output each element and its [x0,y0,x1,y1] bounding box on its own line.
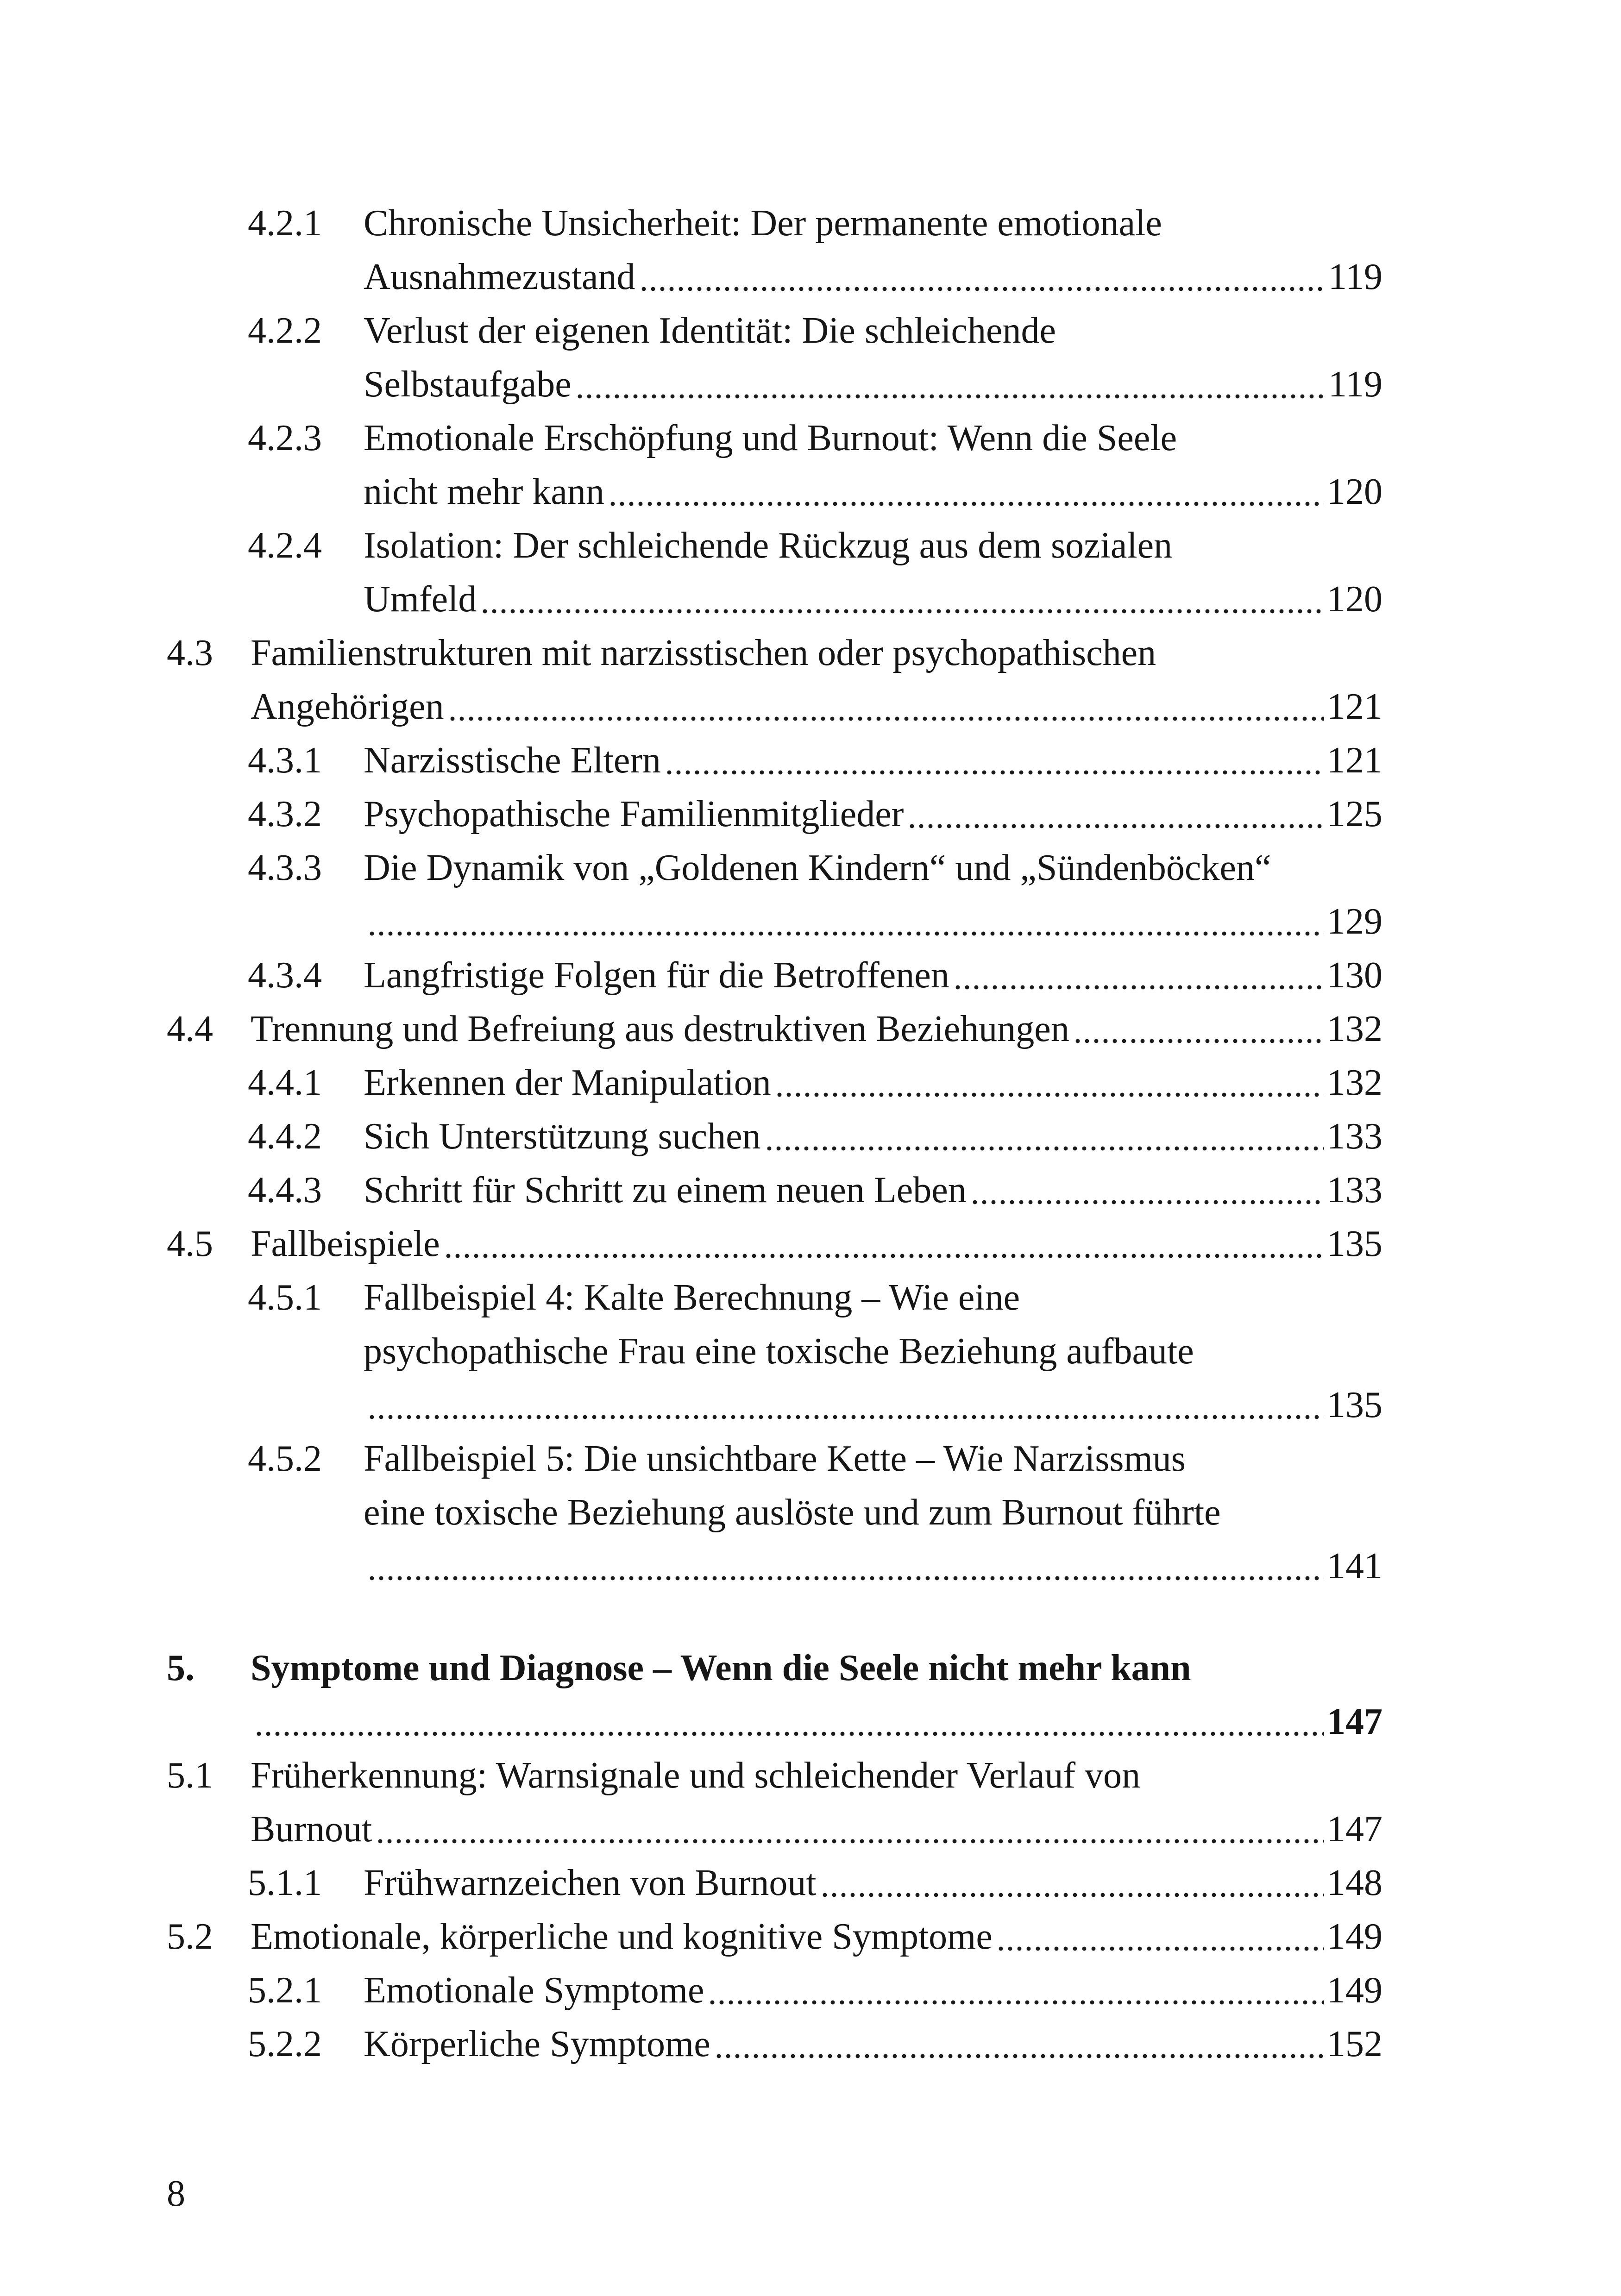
toc-entry-number: 4.5.2 [248,1438,322,1479]
toc-line-text: Fallbeispiel 4: Kalte Berechnung – Wie eine [364,1277,1020,1318]
toc-line [364,2017,1382,2071]
toc-entry-body [364,411,1382,519]
toc-page-number: 129 [1327,901,1382,942]
toc-entry-number: 4.4.3 [248,1170,322,1211]
toc-entry-number: 5.1.1 [248,1863,322,1903]
toc-line [364,1856,1382,1910]
toc-page-number: 121 [1327,740,1382,781]
toc-line-text: Angehörigen [251,686,444,727]
toc-page-number: 132 [1327,1062,1382,1103]
toc-entry [248,1432,1382,1593]
toc-entry-body [364,1271,1382,1432]
toc-page-number: 120 [1327,471,1382,512]
toc-page-number: 133 [1327,1116,1382,1157]
toc-entry-body [364,1856,1382,1910]
dot-leader [996,1910,1324,1964]
toc-line [364,196,1382,250]
toc-entry-number: 5.2.1 [248,1970,322,2011]
toc-line-text: Selbstaufgabe [364,364,572,405]
toc-entry-number: 4.3.4 [248,955,322,996]
toc-line [251,1217,1382,1271]
toc-entry-number: 4.3.1 [248,740,322,781]
toc-line-text: Schritt für Schritt zu einem neuen Leben [364,1170,967,1211]
toc-entry [248,1163,1382,1217]
toc-entry-body [364,2017,1382,2071]
toc-line [251,1695,1382,1749]
toc-entry-number: 5.2 [167,1916,213,1957]
toc-entry [248,519,1382,626]
toc-entry-body [364,948,1382,1002]
toc-line-text: Emotionale Erschöpfung und Burnout: Wenn die Seele [364,418,1177,458]
toc-page-number: 149 [1327,1916,1382,1957]
toc-line-text: Umfeld [364,579,477,620]
toc-line [364,250,1382,304]
toc-entry-body [364,1110,1382,1163]
toc-entry-body [251,1641,1382,1749]
dot-leader [907,787,1324,841]
dot-leader [775,1056,1324,1110]
toc-page-number: 119 [1328,257,1382,297]
toc-line-text: Körperliche Symptome [364,2024,710,2064]
toc-line [364,948,1382,1002]
dot-leader [708,1964,1324,2017]
toc-entry-body [364,1056,1382,1110]
dot-leader [714,2017,1324,2071]
toc-entry [248,1964,1382,2017]
toc-line-text: Erkennen der Manipulation [364,1062,771,1103]
toc-line-text: Verlust der eigenen Identität: Die schleichende [364,310,1056,351]
toc-entry [248,841,1382,948]
toc-line-text: Langfristige Folgen für die Betroffenen [364,955,949,996]
dot-leader [575,358,1326,411]
dot-leader [367,1539,1324,1593]
toc-entry-number: 4.3 [167,633,213,673]
toc-line-text: Frühwarnzeichen von Burnout [364,1863,817,1903]
toc-line [364,787,1382,841]
dot-leader [639,250,1326,304]
toc-line-text: Psychopathische Familienmitglieder [364,794,904,834]
toc-line-text: Früherkennung: Warnsignale und schleichender Verlauf von [251,1755,1141,1796]
toc-page-number: 132 [1327,1009,1382,1049]
toc-line [364,1110,1382,1163]
toc-entry [167,1641,1382,1749]
toc-line [364,1432,1382,1486]
toc-line [364,895,1382,948]
toc-line-text: Burnout [251,1809,372,1850]
toc-line-text: eine toxische Beziehung auslöste und zum Burnout führte [364,1492,1221,1533]
dot-leader [448,680,1324,734]
toc-line [364,1163,1382,1217]
toc-page-number: 133 [1327,1170,1382,1211]
toc-entry-body [364,787,1382,841]
dot-leader [820,1856,1324,1910]
toc-entry-number: 4.2.4 [248,525,322,566]
toc-entry-number: 4.4.2 [248,1116,322,1157]
toc-entry-body [364,304,1382,411]
toc-line-text: Chronische Unsicherheit: Der permanente emotionale [364,203,1162,244]
toc-page-number: 119 [1328,364,1382,405]
toc-page-number: 135 [1327,1385,1382,1425]
toc-line [364,1056,1382,1110]
toc-entry [248,304,1382,411]
toc-line-text: Sich Unterstützung suchen [364,1116,761,1157]
toc-entry-number: 4.5 [167,1223,213,1264]
toc-entry-number: 4.3.3 [248,847,322,888]
toc-line [364,519,1382,572]
toc-entry-body [251,1910,1382,1964]
toc-line-text: Symptome und Diagnose – Wenn die Seele nicht mehr kann [251,1648,1191,1688]
toc-entry [248,1271,1382,1432]
toc-line [251,626,1382,680]
toc-entry-body [251,1749,1382,1856]
toc-entry [248,1110,1382,1163]
toc-page-number: 135 [1327,1223,1382,1264]
toc-line [364,841,1382,895]
toc-entry [167,1749,1382,1856]
toc-entry-number: 5.2.2 [248,2024,322,2064]
dot-leader [765,1110,1324,1163]
toc-line [364,572,1382,626]
toc-entry [248,411,1382,519]
dot-leader [480,572,1324,626]
toc-line [364,411,1382,465]
toc-page-number: 147 [1327,1701,1382,1742]
dot-leader [444,1217,1324,1271]
toc-line [364,1964,1382,2017]
toc-page-number: 120 [1327,579,1382,620]
dot-leader [665,734,1324,787]
toc-line-text: Narzisstische Eltern [364,740,661,781]
toc-line [364,1486,1382,1539]
toc-entry-body [364,1964,1382,2017]
toc-entry [248,948,1382,1002]
dot-leader [970,1163,1324,1217]
toc-line [364,465,1382,519]
toc-page-number: 121 [1327,686,1382,727]
toc-page-number: 147 [1327,1809,1382,1850]
dot-leader [254,1695,1324,1749]
toc-entry [248,196,1382,304]
toc-line [364,304,1382,358]
toc-list [167,196,1382,2071]
toc-line [364,734,1382,787]
toc-line-text: Die Dynamik von „Goldenen Kindern“ und „Sündenböcken“ [364,847,1271,888]
toc-entry [248,787,1382,841]
toc-entry-body [364,1432,1382,1593]
toc-entry-body [364,196,1382,304]
toc-line-text: Trennung und Befreiung aus destruktiven Beziehungen [251,1009,1069,1049]
toc-line-text: Fallbeispiele [251,1223,440,1264]
toc-page-number: 149 [1327,1970,1382,2011]
toc-line [251,1749,1382,1802]
toc-line-text: Ausnahmezustand [364,257,635,297]
toc-entry-number: 4.5.1 [248,1277,322,1318]
toc-entry [167,1910,1382,1964]
toc-entry-body [364,1163,1382,1217]
toc-entry [248,1856,1382,1910]
toc-page-number: 125 [1327,794,1382,834]
toc-page-number: 152 [1327,2024,1382,2064]
toc-entry [248,1056,1382,1110]
toc-entry-number: 4.3.2 [248,794,322,834]
toc-entry-body [364,841,1382,948]
toc-line-text: Familienstrukturen mit narzisstischen oder psychopathischen [251,633,1156,673]
toc-line [364,358,1382,411]
dot-leader [367,1378,1324,1432]
toc-line-text: Isolation: Der schleichende Rückzug aus dem sozialen [364,525,1173,566]
toc-line-text: nicht mehr kann [364,471,604,512]
toc-entry-body [251,1217,1382,1271]
toc-entry-body [364,734,1382,787]
toc-entry-body [251,1002,1382,1056]
toc-entry-body [251,626,1382,734]
toc-entry-number: 4.2.1 [248,203,322,244]
toc-entry-number: 4.2.3 [248,418,322,458]
toc-line-text: Emotionale, körperliche und kognitive Symptome [251,1916,993,1957]
toc-line [364,1539,1382,1593]
toc-line [251,1910,1382,1964]
toc-entry [248,734,1382,787]
page-number-footer: 8 [167,2173,185,2214]
toc-line-text: Emotionale Symptome [364,1970,704,2011]
toc-entry [167,1002,1382,1056]
toc-line [364,1378,1382,1432]
toc-entry-number: 4.2.2 [248,310,322,351]
toc-entry-number: 4.4.1 [248,1062,322,1103]
dot-leader [953,948,1324,1002]
dot-leader [608,465,1324,519]
toc-entry-number: 5. [167,1648,195,1688]
toc-entry [167,626,1382,734]
toc-line [364,1324,1382,1378]
toc-entry-body [364,519,1382,626]
dot-leader [367,895,1324,948]
toc-entry [167,1217,1382,1271]
toc-page-number: 130 [1327,955,1382,996]
toc-entry [248,2017,1382,2071]
toc-line [364,1271,1382,1324]
toc-page-number: 141 [1327,1546,1382,1587]
toc-line [251,1002,1382,1056]
toc-line-text: Fallbeispiel 5: Die unsichtbare Kette – Wie Narzissmus [364,1438,1186,1479]
toc-line [251,1641,1382,1695]
toc-page-number: 148 [1327,1863,1382,1903]
toc-entry-number: 5.1 [167,1755,213,1796]
dot-leader [1073,1002,1324,1056]
toc-line-text: psychopathische Frau eine toxische Beziehung aufbaute [364,1331,1194,1372]
dot-leader [376,1802,1324,1856]
toc-entry-number: 4.4 [167,1009,213,1049]
toc-line [251,680,1382,734]
toc-line [251,1802,1382,1856]
